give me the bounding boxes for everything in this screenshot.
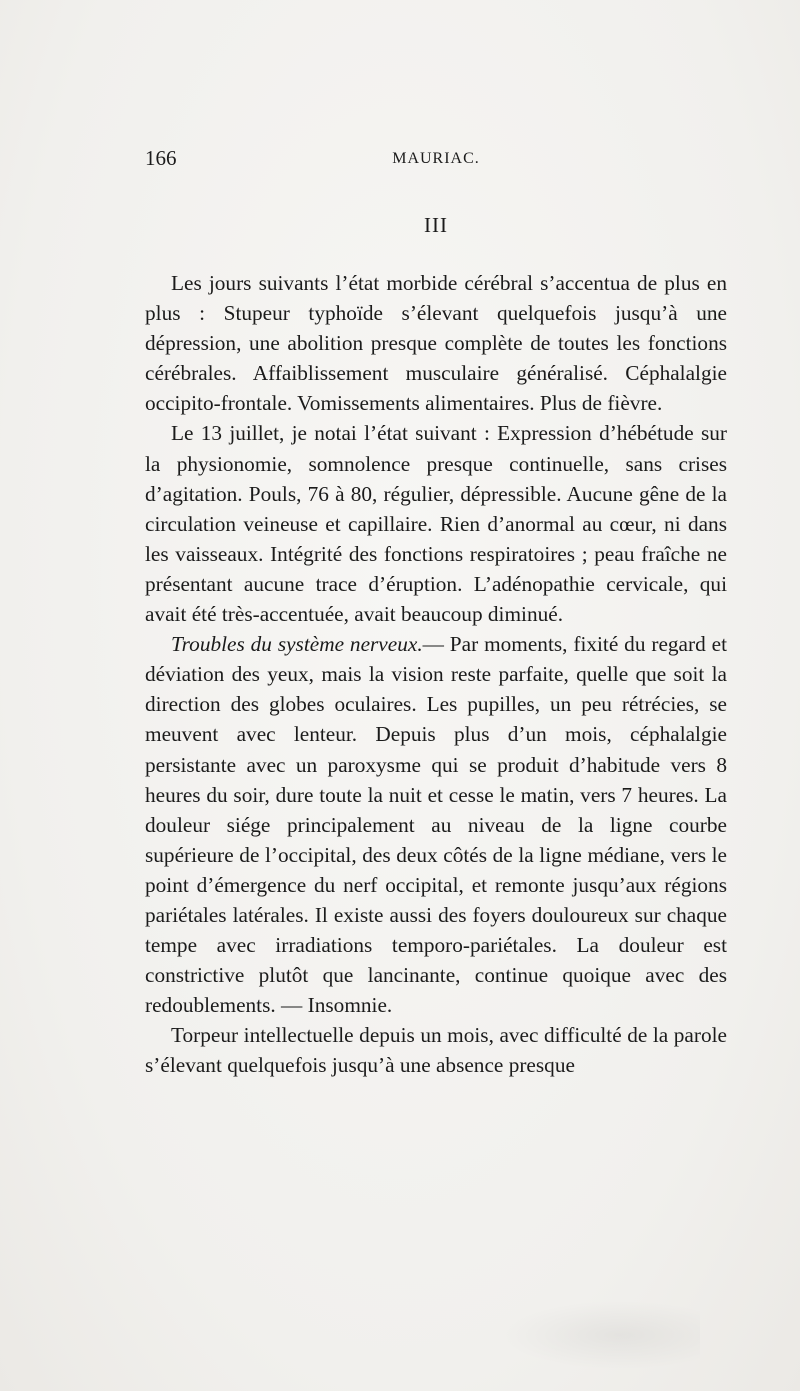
paragraph: Torpeur intellectuelle depuis un mois, avec difficulté de la parole s’élevant quelquefois jusqu’à une absence presque [145, 1023, 727, 1078]
paragraph [145, 629, 727, 1020]
paragraph-text: — Par moments, fixité du regard et déviation des yeux, mais la vision reste parfaite, quelle que soit la direction des globes oculaires. Les pupilles, un peu rétrécies, se meuvent avec lenteur. Depuis plus d’un mois, céphalalgie persistante avec un paroxysme qui se produit d’habitude vers 8 heures du soir, dure toute la nuit et cesse le matin, vers 7 heures. La douleur siége principalement au niveau de la ligne courbe supérieure de l’occipital, des deux côtés de la ligne médiane, vers le point d’émergence du nerf occipital, et remonte jusqu’aux régions pariétales latérales. Il existe aussi des foyers douloureux sur chaque tempe avec irradiations temporo-pariétales. La douleur est constrictive plutôt que lancinante, continue quoique avec des redoublements. — Insomnie. [145, 632, 727, 1018]
paper-stain [500, 1300, 700, 1370]
running-head: MAURIAC. [392, 150, 480, 167]
subsection-title: Troubles du système nerveux. [171, 632, 423, 657]
paragraph: Le 13 juillet, je notai l’état suivant : Expression d’hébétude sur la physionomie, somnolence presque continuelle, sans crises d’agitation. Pouls, 76 à 80, régulier, dépressible. Aucune gêne de la circulation veineuse et capillaire. Rien d’anormal au cœur, ni dans les vaisseaux. Intégrité des fonctions respiratoires ; peau fraîche ne présentant aucune trace d’éruption. L’adénopathie cervicale, qui avait été très-accentuée, avait beaucoup diminué. [145, 421, 727, 627]
section-heading: III [424, 213, 448, 237]
page-header [145, 146, 727, 174]
page-number: 166 [145, 146, 177, 170]
body-text [145, 268, 727, 1081]
paragraph: Les jours suivants l’état morbide cérébral s’accentua de plus en plus : Stupeur typhoïde s’élevant quelquefois jusqu’à une dépression, une abolition presque complète de toutes les fonctions cérébrales. Affaiblissement musculaire généralisé. Céphalalgie occipito-frontale. Vomissements alimentaires. Plus de fièvre. [145, 271, 727, 416]
